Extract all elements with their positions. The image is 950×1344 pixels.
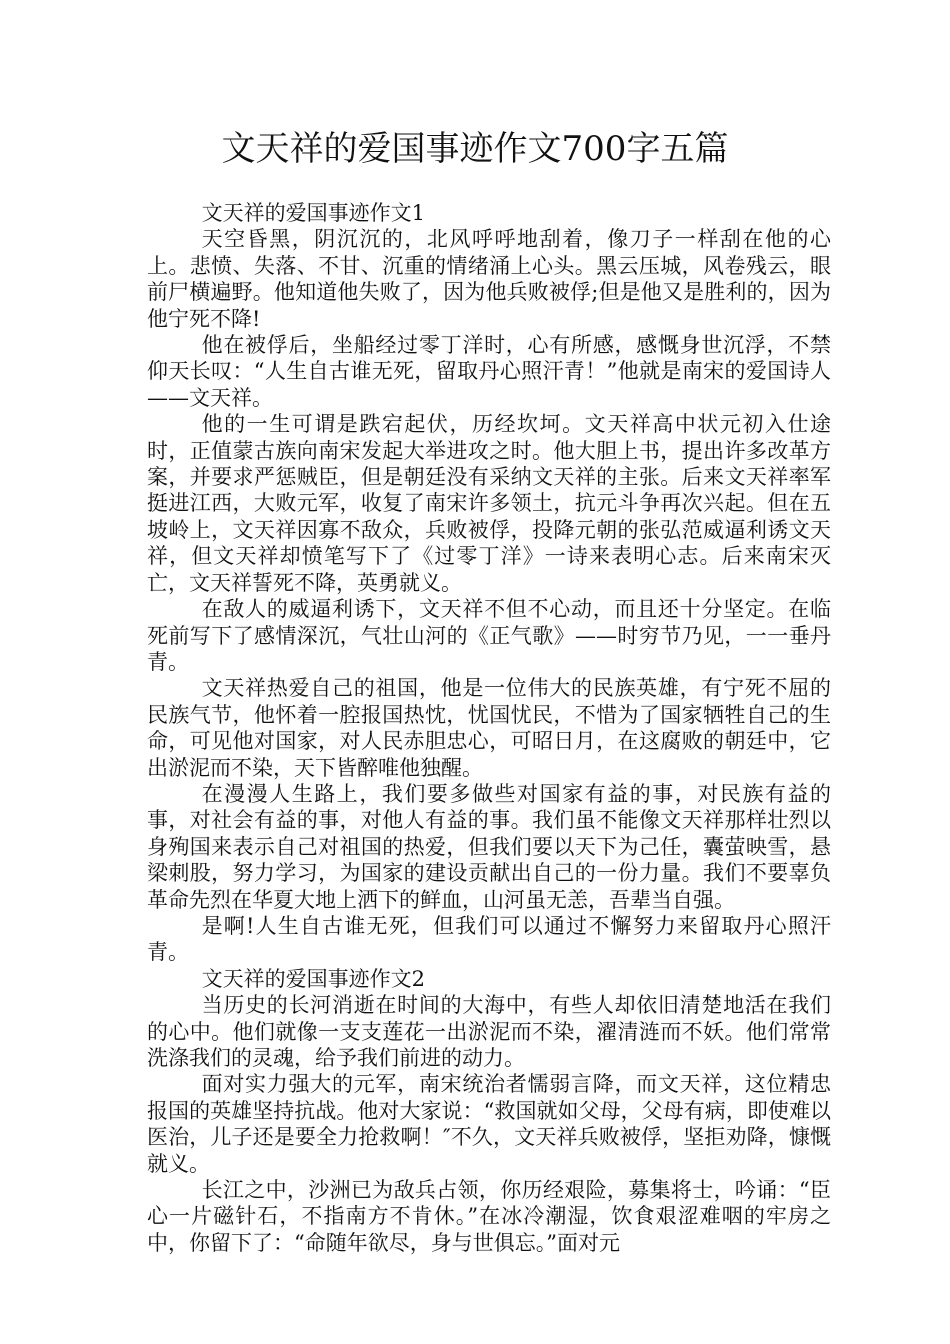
paragraph: 是啊!人生自古谁无死，但我们可以通过不懈努力来留取丹心照汗青。 [147,913,831,965]
paragraph: 在敌人的威逼利诱下，文天祥不但不心动，而且还十分坚定。在临死前写下了感情深沉，气壮山河的《正气歌》——时穷节乃见，一一垂丹青。 [147,597,831,674]
paragraph: 文天祥热爱自己的祖国，他是一位伟大的民族英雄，有宁死不屈的民族气节，他怀着一腔报国热忱，忧国忧民，不惜为了国家牺牲自己的生命，可见他对国家，对人民赤胆忠心，可昭日月，在这腐败的朝廷中，它出淤泥而不染，天下皆醉唯他独醒。 [147,676,831,780]
section-heading: 文天祥的爱国事迹作文2 [201,966,425,991]
section-heading: 文天祥的爱国事迹作文1 [201,201,425,225]
paragraph: 在漫漫人生路上，我们要多做些对国家有益的事，对民族有益的事，对社会有益的事，对他人有益的事。我们虽不能像文天祥那样壮烈以身殉国来表示自己对祖国的热爱，但我们要以天下为己任，囊萤映雪，悬梁刺股，努力学习，为国家的建设贡献出自己的一份力量。我们不要辜负革命先烈在华夏大地上洒下的鲜血，山河虽无恙，吾辈当自强。 [147,781,831,912]
paragraph: 他的一生可谓是跌宕起伏，历经坎坷。文天祥高中状元初入仕途时，正值蒙古族向南宋发起大举进攻之时。他大胆上书，提出许多改革方案，并要求严惩贼臣，但是朝廷没有采纳文天祥的主张。后来文天祥率军挺进江西，大败元军，收复了南宋许多领土，抗元斗争再次兴起。但在五坡岭上，文天祥因寡不敌众，兵败被俘，投降元朝的张弘范威逼利诱文天祥，但文天祥却愤笔写下了《过零丁洋》一诗来表明心志。后来南宋灭亡，文天祥誓死不降，英勇就义。 [147,412,831,595]
paragraph: 面对实力强大的元军，南宋统治者懦弱言降，而文天祥，这位精忠报国的英雄坚持抗战。他对大家说：“救国就如父母，父母有病，即使难以医治，儿子还是要全力抢救啊！″不久，文天祥兵败被俘，坚拒劝降，慷慨就义。 [147,1072,831,1176]
paragraph: 天空昏黑，阴沉沉的，北风呼呼地刮着，像刀子一样刮在他的心上。悲愤、失落、不甘、沉重的情绪涌上心头。黑云压城，风卷残云，眼前尸横遍野。他知道他失败了，因为他兵败被俘;但是他又是胜利的，因为他宁死不降! [147,227,831,331]
document-title: 文天祥的爱国事迹作文700字五篇 [221,129,729,169]
paragraph: 长江之中，沙洲已为敌兵占领，你历经艰险，募集将士，吟诵：“臣心一片磁针石，不指南方不肯休。”在冰冷潮湿，饮食艰涩难咽的牢房之中，你留下了：“命随年欲尽，身与世俱忘。”面对元 [147,1178,831,1255]
document-body [147,200,831,1256]
paragraph: 他在被俘后，坐船经过零丁洋时，心有所感，感慨身世沉浮，不禁仰天长叹：“人生自古谁无死，留取丹心照汗青！”他就是南宋的爱国诗人——文天祥。 [147,333,831,410]
paragraph: 当历史的长河消逝在时间的大海中，有些人却依旧清楚地活在我们的心中。他们就像一支支莲花一出淤泥而不染，濯清涟而不妖。他们常常洗涤我们的灵魂，给予我们前进的动力。 [147,993,831,1070]
